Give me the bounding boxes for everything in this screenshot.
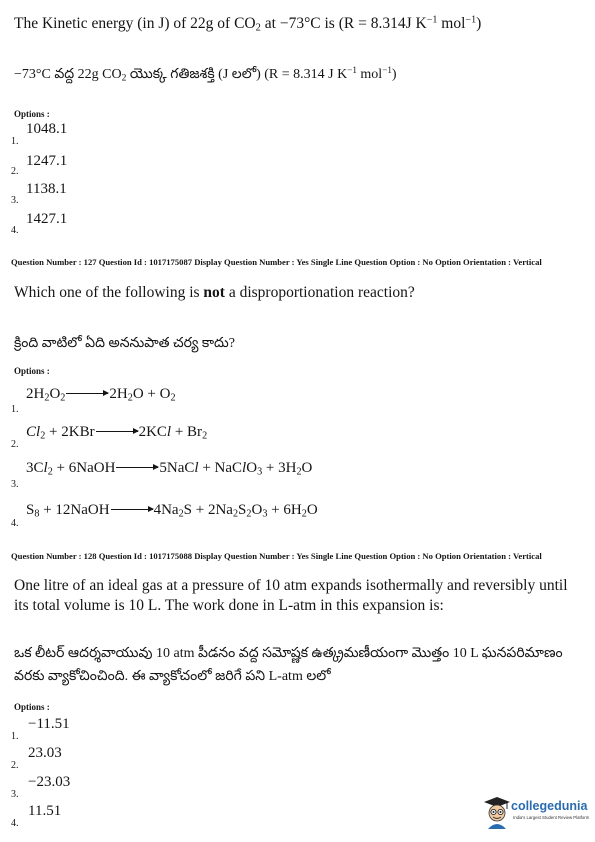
q127-option-3-number: 3. xyxy=(11,479,19,490)
q127-option-4-number: 4. xyxy=(11,518,19,529)
reaction-arrow-icon xyxy=(111,509,153,510)
q126-option-4: 1427.1 xyxy=(26,211,68,227)
q128-telugu-line-1: ఒక లీటర్ ఆదర్శవాయువు 10 atm పీడనం వద్ద సమోష్ణక ఉత్క్రమణీయంగా మొత్తం 10 L ఘనపరిమాణం xyxy=(14,646,563,661)
q126-options-title: Options : xyxy=(14,109,50,119)
reaction-arrow-icon xyxy=(66,393,108,394)
q127-options-title: Options : xyxy=(14,366,50,376)
q128-option-2: 23.03 xyxy=(28,745,62,761)
q126-option-1-number: 1. xyxy=(11,136,19,147)
q126-english-text: The Kinetic energy (in J) of 22g of $CO_2$ at −73°C is (R = 8.314J $K^{-1}$ mol$^{-1}$) xyxy=(14,14,482,34)
q126-option-3: 1138.1 xyxy=(26,181,67,197)
q127-telugu-text: క్రింది వాటిలో ఏది అననుపాత చర్య కాదు? xyxy=(14,336,235,351)
q126-option-1: 1048.1 xyxy=(26,121,68,137)
reaction-arrow-icon xyxy=(96,431,138,432)
q127-english-text: Which one of the following is not a disproportionation reaction? xyxy=(14,284,415,301)
q128-option-1-number: 1. xyxy=(11,731,19,742)
q128-option-3-number: 3. xyxy=(11,789,19,800)
q127-meta-info: Question Number : 127 Question Id : 1017175087 Display Question Number : Yes Single Line Question Option : No Option Orientation : Vertical xyxy=(11,257,542,267)
q128-option-2-number: 2. xyxy=(11,760,19,771)
graduate-mascot-icon xyxy=(483,796,511,830)
logo-wordmark: collegedunia xyxy=(511,799,588,813)
q127-option-2-number: 2. xyxy=(11,439,19,450)
q128-option-1: −11.51 xyxy=(28,716,70,732)
q127-option-2-equation: $Cl_2 + 2KBr$ $2KCl + Br_2$ xyxy=(26,424,208,442)
q127-option-3-equation: $3Cl_2$ + 6NaOH 5NaCl + NaClO$_3$ + $3H_2O$ xyxy=(26,460,313,478)
q128-meta-info: Question Number : 128 Question Id : 1017175088 Display Question Number : Yes Single Line Question Option : No Option Orientation : Vertical xyxy=(11,551,542,561)
q127-option-1-equation: $2H_2O_2$ $2H_2O + O_2$ xyxy=(26,386,176,404)
q126-option-3-number: 3. xyxy=(11,195,19,206)
logo-tagline: India's Largest Student Review Platform xyxy=(513,815,590,820)
reaction-arrow-icon xyxy=(116,467,158,468)
q128-english-line-2: its total volume is 10 L. The work done in L-atm in this expansion is: xyxy=(14,597,444,614)
q128-english-line-1: One litre of an ideal gas at a pressure of 10 atm expands isothermally and reversibly until xyxy=(14,577,568,594)
q126-option-2: 1247.1 xyxy=(26,153,68,169)
q128-option-3: −23.03 xyxy=(28,774,71,790)
collegedunia-logo xyxy=(483,796,593,832)
q128-option-4-number: 4. xyxy=(11,818,19,829)
q127-option-1-number: 1. xyxy=(11,404,19,415)
q126-option-4-number: 4. xyxy=(11,225,19,236)
q128-option-4: 11.51 xyxy=(28,803,62,819)
q126-option-2-number: 2. xyxy=(11,166,19,177)
q128-telugu-line-2: వరకు వ్యాకోచించింది. ఈ వ్యాకోచంలో జరిగే పని L-atm లలో xyxy=(14,669,331,684)
q127-option-4-equation: $S_8$ + 12NaOH $4Na_2S + 2Na_2S_2O_3 + 6H_2O$ xyxy=(26,502,318,520)
q126-telugu-text: −73°C వద్ద 22g $CO_2$ యొక్క గతిజశక్తి (J లలో) (R = 8.314 J $K^{-1}$ mol$^{-1}$) xyxy=(14,65,397,84)
q128-options-title: Options : xyxy=(14,702,50,712)
